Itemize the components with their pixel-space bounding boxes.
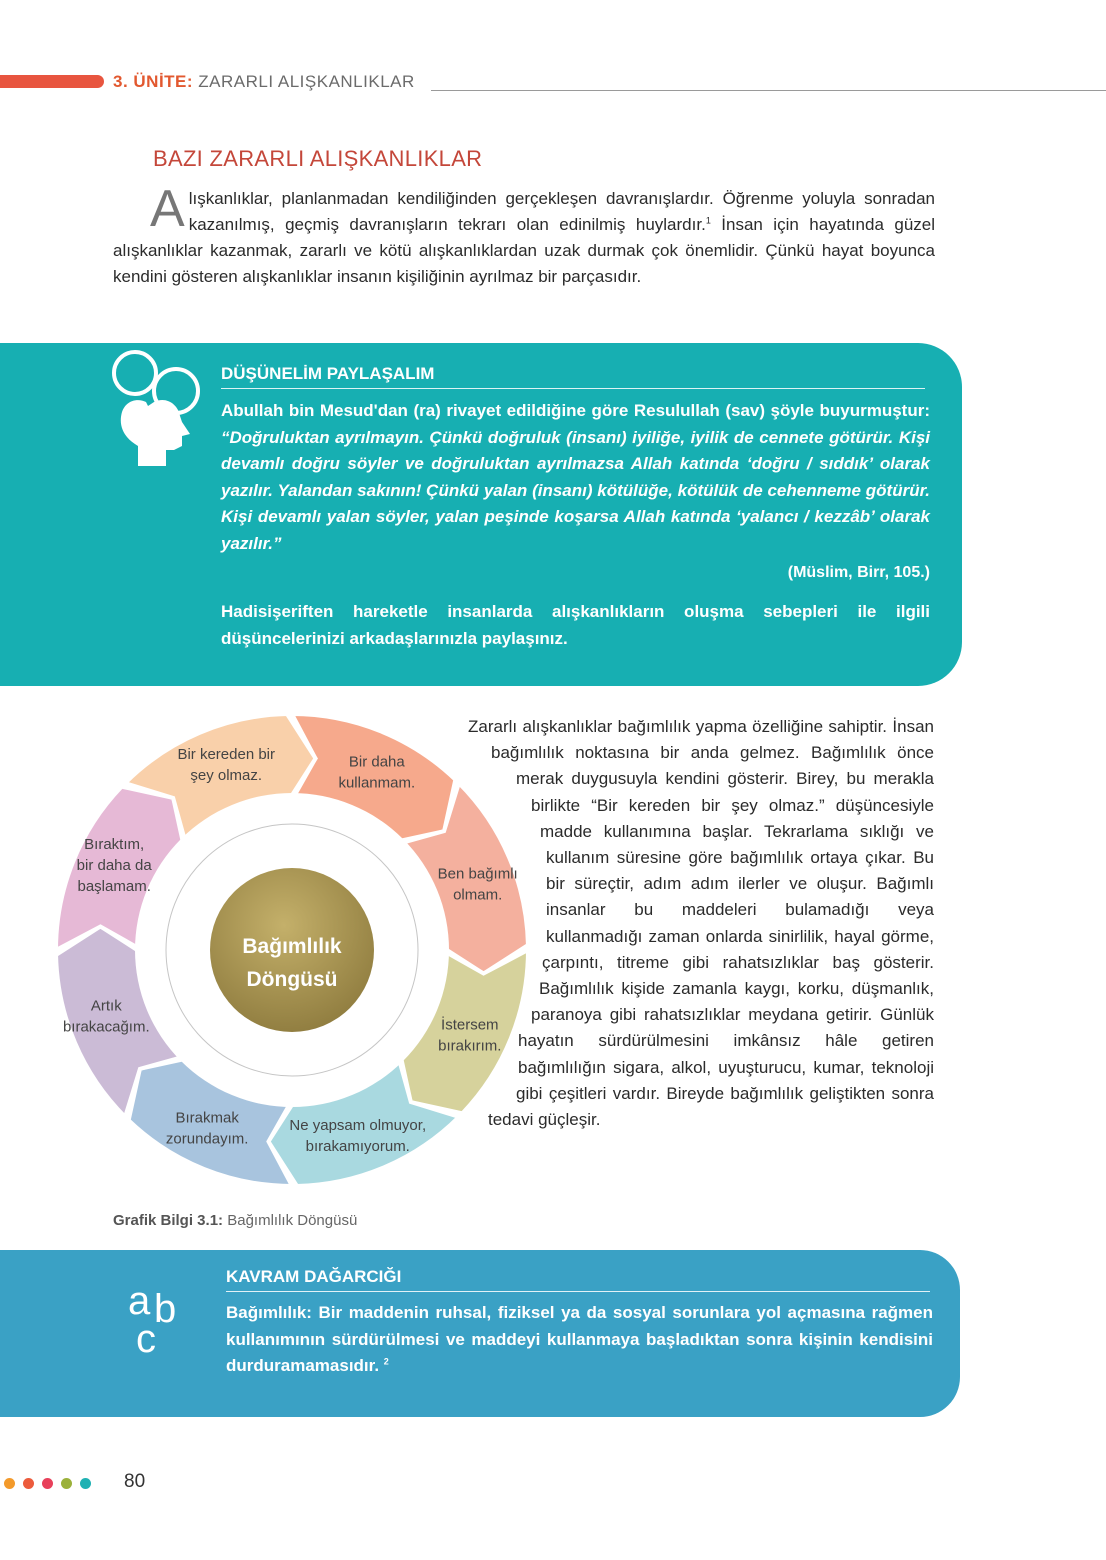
hadith-paragraph [221,398,930,557]
cycle-segment-label: İstersem [441,1016,499,1034]
figure-caption [113,1212,357,1229]
intro-text-cont: İnsan için hayatında güzel alışkanlıklar kazanmak, zararlı ve kötü alışkanlıklardan uzak durmak çok önemlidir. Çünkü hayat boyunca kendini gösteren alışkanlıklar insanın kişiliğinin ayrılmaz bir parçasıdır. [113,215,935,286]
addiction-text: Zararlı alışkanlıklar bağımlılık yapma özelliğine sahiptir. İnsan bağımlılık noktasına bir anda gelmez. Bağımlılık önce merak duygusuyla kendini gösterir. Birey, bu merakla birlikte “Bir kereden bir şey olmaz.” düşüncesiyle madde kullanımına başlar. Tekrarlama sıklığı ve kullanım süresine göre bağımlılık ortaya çıkar. Bu bir süreçtir, adım adım ilerler ve oluşur. Bağımlı insanlar bu maddeleri bulamadığı veya kullanmadığı zaman onlarda sinirlilik, hayal görme, çarpıntı, titreme gibi rahatsızlıklar baş gösterir. Bağımlılık kişide zamanla kaygı, korku, düşmanlık, paranoya gibi rahatsızlıklar meydana getirir. Günlük hayatın sürdürülmesini imkânsız hâle getiren bağımlılığın sigara, alkol, uyuşturucu, kumar, teknoloji gibi çeşitleri vardır. Bireyde bağımlılık geliştikten sonra tedavi güçleşir. [468,717,934,1130]
thinking-head-icon [108,346,204,466]
cycle-segment-label: Bırakmak [175,1109,239,1127]
discussion-task: Hadisişeriften hareketle insanlarda alışkanlıkların oluşma sebepleri ile ilgili düşüncelerinizi arkadaşlarınızla paylaşınız. [221,602,930,648]
footer-dot [4,1478,15,1489]
abc-letter-b: b [154,1287,177,1331]
hadith-quote: “Doğruluktan ayrılmayın. Çünkü doğruluk (insanı) iyiliğe, iyilik de cennete götürür. Kişi devamlı doğru söyler ve doğruluktan ayrılmazsa Allah katında ‘doğru / sıddık’ olarak yazılır. Yalandan sakının! Çünkü yalan (insanı) kötülüğe, kötülük de cehenneme götürür. Kişi devamlı yalan söyler, yalan peşinde koşarsa Allah katında ‘yalancı / kezzâb’ olarak yazılır.” [221,427,930,553]
page-number: 80 [124,1471,146,1492]
cycle-center-label-2: Döngüsü [246,968,338,991]
concept-term: Bağımlılık: [226,1303,312,1322]
header-accent-bar [0,75,104,88]
drop-cap: A [150,180,185,238]
unit-number: 3. ÜNİTE: [113,72,194,91]
concept-definition [226,1300,933,1380]
unit-title: ZARARLI ALIŞKANLIKLAR [198,72,415,91]
figure-caption-text: Bağımlılık Döngüsü [227,1212,358,1229]
addiction-paragraph [444,714,934,1159]
hadith-source: (Müslim, Birr, 105.) [787,564,930,581]
figure-caption-label: Grafik Bilgi 3.1: [113,1212,224,1229]
intro-text: lışkanlıklar, planlanmadan kendiliğinden gerçekleşen davranışlardır. Öğrenme yoluyla sonradan kazanılmış, geçmiş davranışların tekrarı olan edinilmiş huylardır. [188,189,935,234]
cycle-segment-label: Ben bağımlı [437,865,518,883]
cycle-segment-label: Bıraktım, [84,836,145,854]
footnote-ref-2: 2 [383,1356,389,1367]
footer-dot [23,1478,34,1489]
think-share-title: DÜŞÜNELİM PAYLAŞALIM [221,364,925,389]
intro-paragraph [113,180,935,290]
concept-text: Bir maddenin ruhsal, fiziksel ya da sosyal sorunlara yol açmasına rağmen kullanımının sürdürülmesi ve maddeyi kullanmaya başladıktan sonra kişinin kendisini durduramamasıdır. [226,1303,933,1375]
cycle-segment-label: zorundayım. [165,1130,249,1148]
unit-header [113,72,415,92]
cycle-segment-label: Artık [90,997,122,1015]
cycle-segment-label: bırakırım. [438,1037,502,1055]
cycle-segment-label: bir daha da [76,857,152,875]
section-title: BAZI ZARARLI ALIŞKANLIKLAR [153,146,483,171]
footnote-ref-1: 1 [705,215,711,226]
cycle-segment-label: kullanmam. [338,774,416,792]
abc-letter-c: c [136,1317,156,1360]
concept-box-title: KAVRAM DAĞARCIĞI [226,1267,930,1292]
cycle-center-label-1: Bağımlılık [242,935,342,958]
cycle-segment-label: bırakamıyorum. [305,1138,410,1156]
header-rule [431,90,1106,91]
cycle-segment-label: Bir daha [348,753,405,771]
abc-letter-a: a [128,1280,151,1323]
cycle-segment-label: Bir kereden bir [177,745,276,763]
cycle-segment-label: başlamam. [77,878,151,896]
footer-dot [80,1478,91,1489]
hadith-lead: Abullah bin Mesud'dan (ra) rivayet edildiğine göre Resulullah (sav) şöyle buyurmuştur: [221,401,930,420]
cycle-segment-label: bırakacağım. [62,1018,150,1036]
cycle-segment-label: Ne yapsam olmuyor, [289,1117,427,1135]
cycle-segment-label: olmam. [453,886,503,904]
footer-dot [42,1478,53,1489]
cycle-segment-label: şey olmaz. [190,766,263,784]
footer-dot [61,1478,72,1489]
abc-icon [124,1280,196,1360]
